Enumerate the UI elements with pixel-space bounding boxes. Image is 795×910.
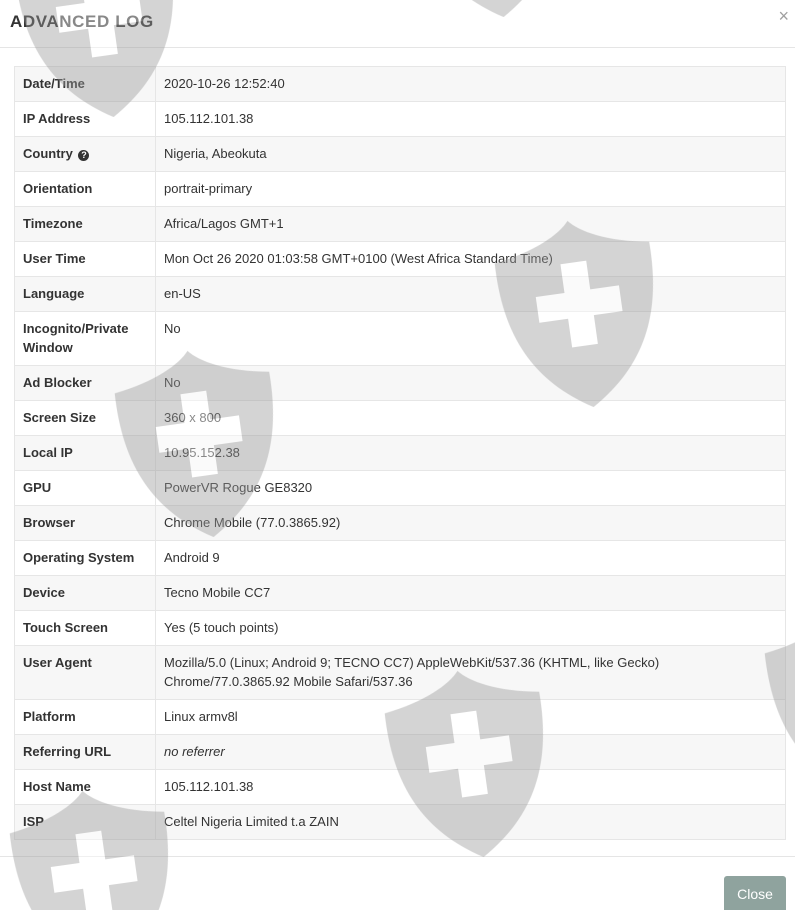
row-value: Africa/Lagos GMT+1 (156, 207, 786, 242)
row-value: Yes (5 touch points) (156, 611, 786, 646)
row-label (15, 436, 156, 471)
table-row (15, 401, 786, 436)
table-row (15, 312, 786, 366)
table-row (15, 137, 786, 172)
row-label (15, 312, 156, 366)
row-label-text: Operating System (23, 550, 135, 565)
row-label-text: Ad Blocker (23, 375, 92, 390)
row-label-text: Host Name (23, 779, 91, 794)
close-button[interactable]: Close (724, 876, 786, 910)
row-label-text: Touch Screen (23, 620, 109, 635)
row-label (15, 611, 156, 646)
question-circle-icon[interactable]: ? (78, 150, 89, 161)
table-row (15, 805, 786, 840)
row-value: 10.95.152.38 (156, 436, 786, 471)
row-label (15, 277, 156, 312)
row-value: 360 x 800 (156, 401, 786, 436)
table-row (15, 735, 786, 770)
row-label (15, 102, 156, 137)
row-label-text: IP Address (23, 111, 91, 126)
table-row (15, 172, 786, 207)
row-label-text: GPU (23, 480, 52, 495)
row-label-text: Referring URL (23, 744, 112, 759)
table-row (15, 242, 786, 277)
row-label-text: Language (23, 286, 85, 301)
row-value: No (156, 312, 786, 366)
row-label (15, 401, 156, 436)
table-row (15, 436, 786, 471)
row-label-text: Timezone (23, 216, 83, 231)
row-value: Tecno Mobile CC7 (156, 576, 786, 611)
row-value: no referrer (156, 735, 786, 770)
row-label-text: User Time (23, 251, 86, 266)
modal-title: ADVANCED LOG (10, 12, 154, 31)
row-value: Nigeria, Abeokuta (156, 137, 786, 172)
row-value: PowerVR Rogue GE8320 (156, 471, 786, 506)
close-icon[interactable]: × (778, 6, 789, 26)
table-row (15, 541, 786, 576)
row-value: Chrome Mobile (77.0.3865.92) (156, 506, 786, 541)
row-value: Linux armv8l (156, 700, 786, 735)
modal-body (14, 66, 786, 840)
row-label (15, 700, 156, 735)
row-label-text: Local IP (23, 445, 73, 460)
row-label (15, 576, 156, 611)
row-label-text: User Agent (23, 655, 92, 670)
row-label-text: Browser (23, 515, 76, 530)
table-row (15, 646, 786, 700)
row-value: portrait-primary (156, 172, 786, 207)
row-value: Android 9 (156, 541, 786, 576)
table-row (15, 207, 786, 242)
row-label (15, 67, 156, 102)
row-value: 105.112.101.38 (156, 770, 786, 805)
row-label (15, 541, 156, 576)
row-value: No (156, 366, 786, 401)
row-label (15, 735, 156, 770)
row-value: Celtel Nigeria Limited t.a ZAIN (156, 805, 786, 840)
row-label (15, 471, 156, 506)
table-row (15, 277, 786, 312)
table-row (15, 366, 786, 401)
log-table (14, 66, 786, 840)
table-row (15, 700, 786, 735)
row-label (15, 805, 156, 840)
row-value: Mon Oct 26 2020 01:03:58 GMT+0100 (West Africa Standard Time) (156, 242, 786, 277)
row-label-text: Screen Size (23, 410, 96, 425)
row-label-text: ISP (23, 814, 44, 829)
row-label (15, 207, 156, 242)
row-label-text: Date/Time (23, 76, 85, 91)
row-label-text: Country (23, 146, 73, 161)
table-row (15, 770, 786, 805)
row-value: 105.112.101.38 (156, 102, 786, 137)
table-row (15, 471, 786, 506)
row-label (15, 172, 156, 207)
modal-header (0, 0, 795, 48)
row-label-text: Platform (23, 709, 76, 724)
table-row (15, 102, 786, 137)
row-label (15, 770, 156, 805)
row-label (15, 366, 156, 401)
row-label (15, 506, 156, 541)
row-value: Mozilla/5.0 (Linux; Android 9; TECNO CC7) AppleWebKit/537.36 (KHTML, like Gecko) Chrome/77.0.3865.92 Mobile Safari/537.36 (156, 646, 786, 700)
row-value: 2020-10-26 12:52:40 (156, 67, 786, 102)
table-row (15, 67, 786, 102)
table-row (15, 576, 786, 611)
table-row (15, 611, 786, 646)
row-label-text: Incognito/Private Window (23, 321, 129, 355)
row-label (15, 242, 156, 277)
row-label-text: Device (23, 585, 65, 600)
row-value: en-US (156, 277, 786, 312)
row-label-text: Orientation (23, 181, 93, 196)
row-label (15, 137, 156, 172)
row-label (15, 646, 156, 700)
table-row (15, 506, 786, 541)
modal-footer (0, 856, 795, 910)
